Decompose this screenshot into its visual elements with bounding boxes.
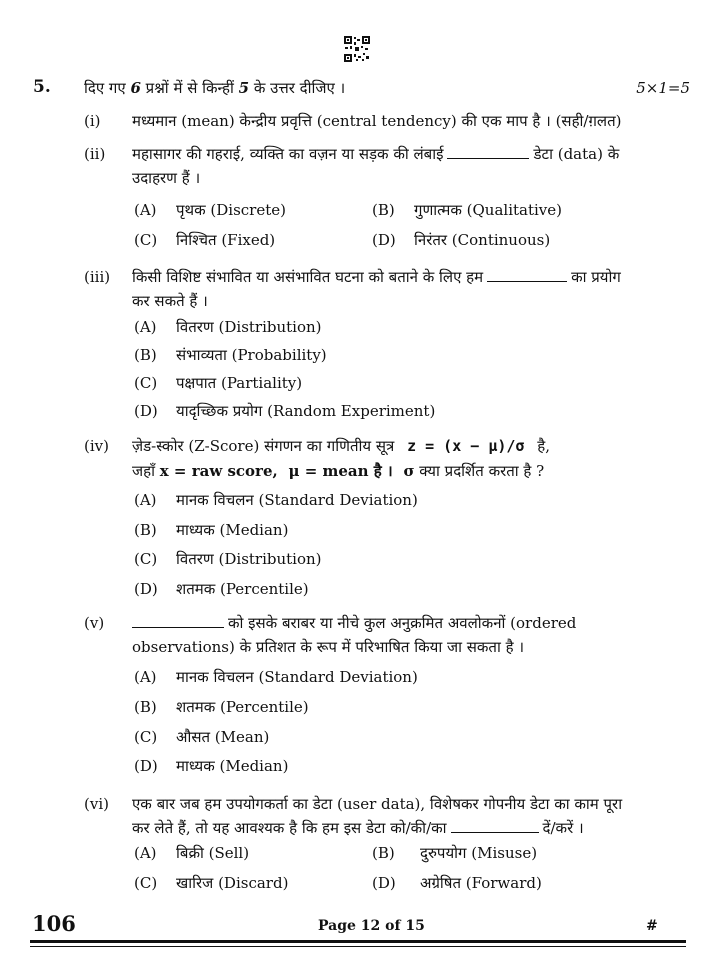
option-label: (B) xyxy=(134,698,157,716)
question-number: 5. xyxy=(33,77,51,97)
part-vi-line1: एक बार जब हम उपयोगकर्ता का डेटा (user data), विशेषकर गोपनीय डेटा का काम पूरा xyxy=(132,795,623,813)
part-iv-line2: जहाँ x = raw score, μ = mean है । σ क्या प्रदर्शित करता है ? xyxy=(132,462,545,480)
option-text: बिक्री (Sell) xyxy=(176,844,250,862)
option-label: (A) xyxy=(134,201,157,219)
part-ii-label: (ii) xyxy=(84,145,106,163)
option-text: औसत (Mean) xyxy=(176,728,270,746)
part-v-line2: observations) के प्रतिशत के रूप में परिभाषित किया जा सकता है । xyxy=(132,638,525,656)
part-ii-line1: महासागर की गहराई, व्यक्ति का वज़न या सड़क की लंबाई डेटा (data) के xyxy=(132,145,620,163)
paper-code: 106 xyxy=(32,911,76,936)
option-label: (B) xyxy=(134,346,157,364)
option-text: शतमक (Percentile) xyxy=(176,698,309,716)
qr-code-icon xyxy=(344,36,370,62)
answer-blank xyxy=(447,157,529,159)
option-label: (D) xyxy=(372,231,396,249)
option-text: यादृच्छिक प्रयोग (Random Experiment) xyxy=(176,402,436,420)
option-label: (B) xyxy=(134,521,157,539)
option-text: संभाव्यता (Probability) xyxy=(176,346,327,364)
option-text: मानक विचलन (Standard Deviation) xyxy=(176,668,418,686)
option-label: (B) xyxy=(372,201,395,219)
part-iv-line1: ज़ेड-स्कोर (Z-Score) संगणन का गणितीय सूत्र z = (x − μ)/σ है, xyxy=(132,437,550,455)
part-i-text: मध्यमान (mean) केन्द्रीय प्रवृत्ति (central tendency) की एक माप है । (सही/ग़लत) xyxy=(132,112,622,130)
option-text: वितरण (Distribution) xyxy=(176,550,322,568)
page-hash: # xyxy=(646,918,658,934)
page-number: Page 12 of 15 xyxy=(318,918,425,934)
part-iii-line2: कर सकते हैं । xyxy=(132,292,208,310)
option-label: (D) xyxy=(134,402,158,420)
option-label: (A) xyxy=(134,668,157,686)
question-marks: 5×1=5 xyxy=(636,79,690,97)
option-label: (B) xyxy=(372,844,395,862)
option-text: माध्यक (Median) xyxy=(176,757,289,775)
answer-blank xyxy=(132,626,224,628)
option-text: खारिज (Discard) xyxy=(176,874,289,892)
option-label: (D) xyxy=(134,757,158,775)
answer-blank xyxy=(451,831,539,833)
option-label: (C) xyxy=(134,231,158,249)
option-text: वितरण (Distribution) xyxy=(176,318,322,336)
footer-rule-thick xyxy=(30,940,686,943)
option-text: गुणात्मक (Qualitative) xyxy=(414,201,562,219)
option-text: मानक विचलन (Standard Deviation) xyxy=(176,491,418,509)
part-ii-line2: उदाहरण हैं । xyxy=(132,169,201,187)
part-i-label: (i) xyxy=(84,112,101,130)
option-text: माध्यक (Median) xyxy=(176,521,289,539)
option-label: (A) xyxy=(134,318,157,336)
part-vi-label: (vi) xyxy=(84,795,109,813)
option-text: शतमक (Percentile) xyxy=(176,580,309,598)
part-iii-line1: किसी विशिष्ट संभावित या असंभावित घटना को बताने के लिए हम का प्रयोग xyxy=(132,268,621,286)
option-label: (C) xyxy=(134,728,158,746)
part-iii-label: (iii) xyxy=(84,268,111,286)
part-v-label: (v) xyxy=(84,614,105,632)
option-text: अग्रेषित (Forward) xyxy=(420,874,542,892)
option-text: पृथक (Discrete) xyxy=(176,201,286,219)
part-vi-line2: कर लेते हैं, तो यह आवश्यक है कि हम इस डेटा को/की/का दें/करें । xyxy=(132,819,584,837)
option-label: (A) xyxy=(134,491,157,509)
footer-rule-thin xyxy=(30,946,686,947)
question-instruction: दिए गए 6 प्रश्नों में से किन्हीं 5 के उत्तर दीजिए । xyxy=(84,79,346,97)
option-text: दुरुपयोग (Misuse) xyxy=(420,844,538,862)
part-v-line1: को इसके बराबर या नीचे कुल अनुक्रमित अवलोकनों (ordered xyxy=(132,613,576,633)
option-text: पक्षपात (Partiality) xyxy=(176,374,303,392)
option-text: निश्चित (Fixed) xyxy=(176,231,276,249)
option-label: (C) xyxy=(134,374,158,392)
option-label: (D) xyxy=(134,580,158,598)
option-label: (A) xyxy=(134,844,157,862)
z-score-formula: z = (x − μ)/σ xyxy=(407,437,525,455)
option-label: (D) xyxy=(372,874,396,892)
part-iv-label: (iv) xyxy=(84,437,109,455)
option-text: निरंतर (Continuous) xyxy=(414,231,551,249)
answer-blank xyxy=(487,280,567,282)
option-label: (C) xyxy=(134,874,158,892)
option-label: (C) xyxy=(134,550,158,568)
